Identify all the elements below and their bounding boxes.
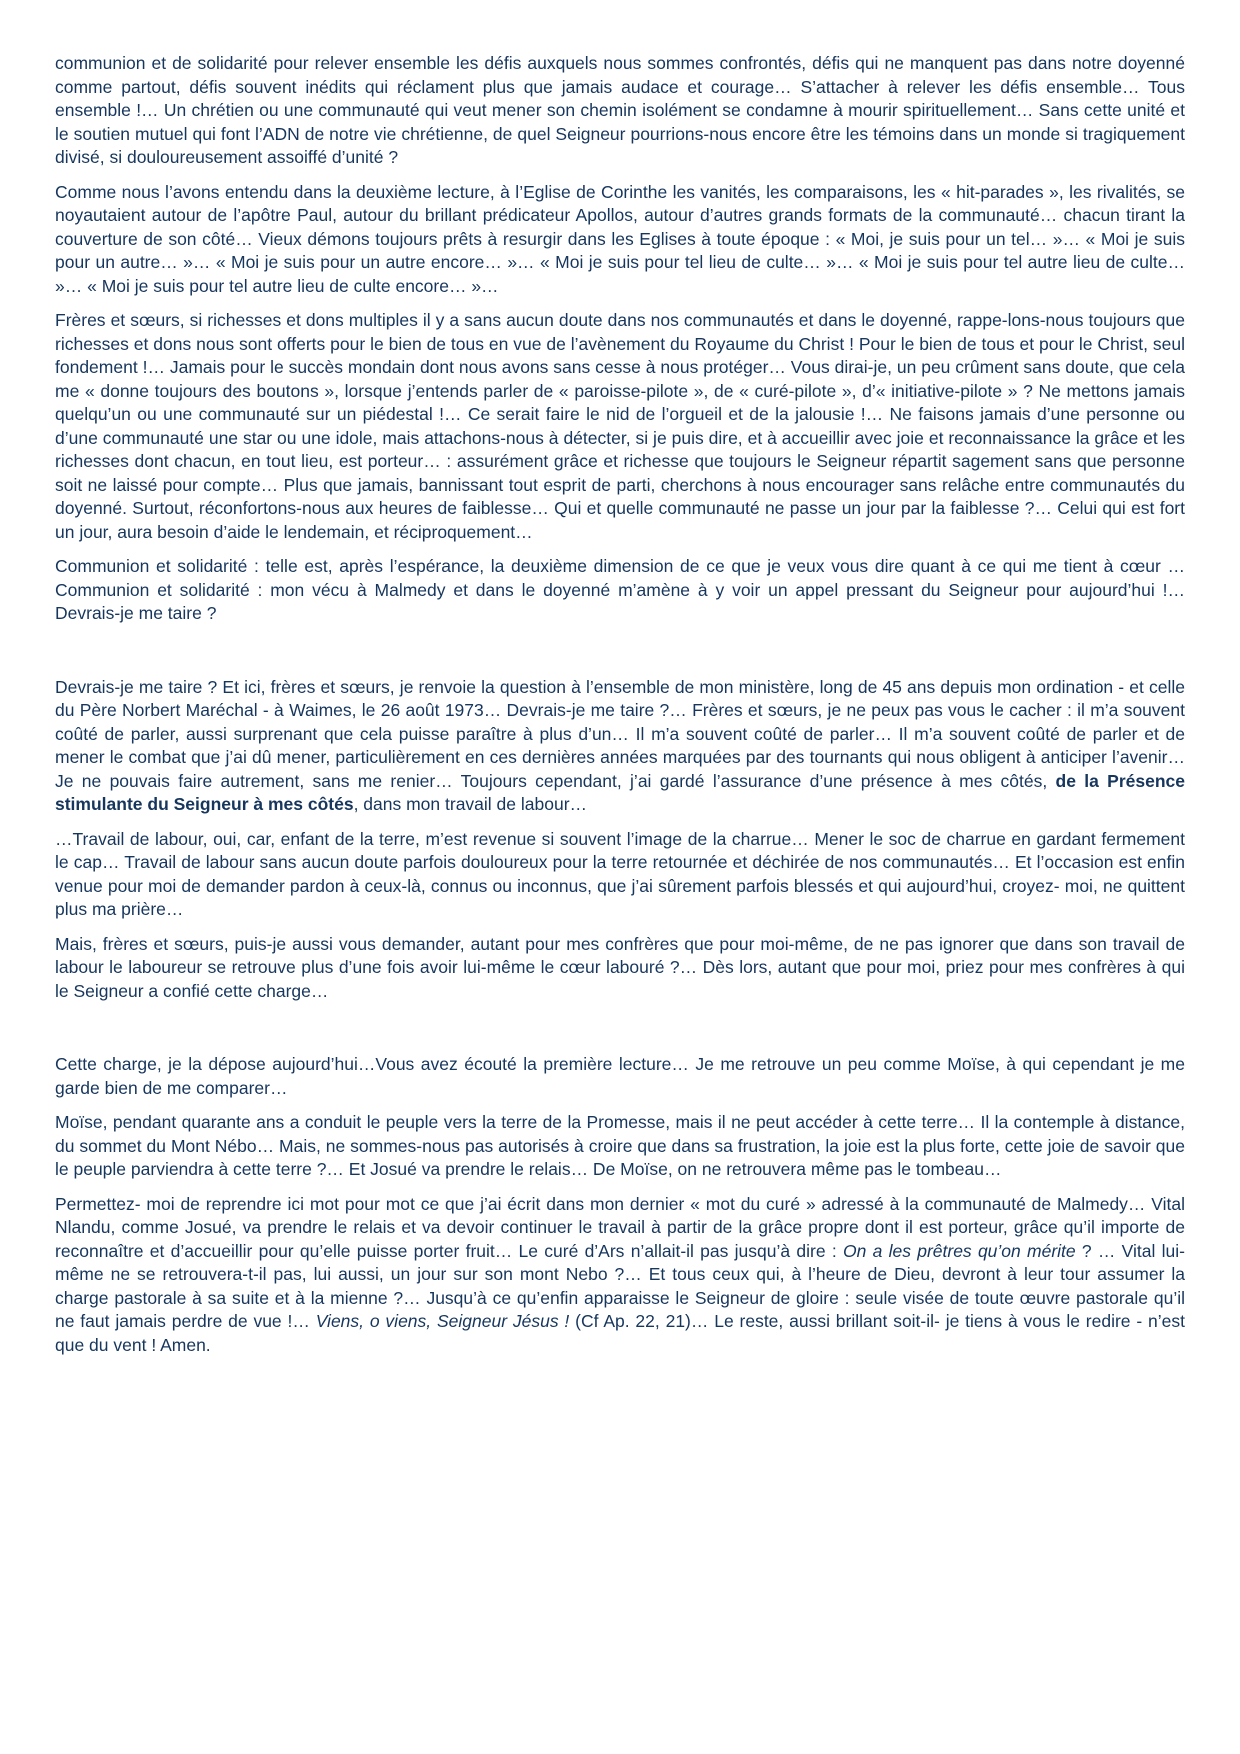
text-run: Mais, frères et sœurs, puis-je aussi vous demander, autant pour mes confrères que pour moi-même, de ne pas ignorer que dans son travail de labour le laboureur se retrouve plus d’une fois avoir lui-même le cœur labouré ?… Dès lors, autant que pour moi, priez pour mes confrères à qui le Seigneur a confié cette charge… bbox=[55, 933, 1185, 1001]
text-run: , dans mon travail de labour… bbox=[353, 794, 588, 814]
bold-text-run: de la Présence stimulante du Seigneur à mes côtés bbox=[55, 770, 1185, 814]
paragraph-8 bbox=[55, 1053, 1185, 1100]
text-run: Comme nous l’avons entendu dans la deuxième lecture, à l’Eglise de Corinthe les vanités, les comparaisons, les « hit-parades », les rivalités, se noyautaient autour de l’apôtre Paul, autour du brillant prédicateur Apollos, autour d’autres grands formats de la communauté… chacun tirant la couverture de son côté… Vieux démons toujours prêts à resurgir dans les Eglises à toute époque : « Moi, je suis pour un tel… »… « Moi je suis pour un autre… »… « Moi je suis pour un autre encore… »… « Moi je suis pour tel lieu de culte… »… « Moi je suis pour tel autre lieu de culte… »… « Moi je suis pour tel autre lieu de culte encore… »… bbox=[55, 181, 1185, 296]
text-run: …Travail de labour, oui, car, enfant de la terre, m’est revenue si souvent l’image de la charrue… Mener le soc de charrue en gardant fermement le cap… Travail de labour sans aucun doute parfois douloureux pour la terre retournée et déchirée de nos communautés… Et l’occasion est enfin venue pour moi de demander pardon à ceux-là, connus ou inconnus, que j’ai sûrement parfois blessés et qui aujourd’hui, croyez- moi, ne quittent plus ma prière… bbox=[55, 828, 1185, 919]
paragraph-4 bbox=[55, 555, 1185, 626]
paragraph-9 bbox=[55, 1111, 1185, 1182]
text-run: communion et de solidarité pour relever ensemble les défis auxquels nous sommes confrontés, défis qui ne manquent pas dans notre doyenné comme partout, défis souvent inédits qui réclament plus que jamais audace et courage… S’attacher à relever les défis ensemble… Tous ensemble !… Un chrétien ou une communauté qui veut mener son chemin isolément se condamne à mourir spirituellement… Sans cette unité et le soutien mutuel qui font l’ADN de notre vie chrétienne, de quel Seigneur pourrions-nous encore être les témoins dans un monde si tragiquement divisé, si douloureusement assoiffé d’unité ? bbox=[55, 53, 1185, 167]
paragraph-6 bbox=[55, 828, 1185, 922]
paragraph-10 bbox=[55, 1193, 1185, 1358]
text-run: Devrais-je me taire ? Et ici, frères et sœurs, je renvoie la question à l’ensemble de mon ministère, long de 45 ans depuis mon ordination - et celle du Père Norbert Maréchal - à Waimes, le 26 août 1973… Devrais-je me taire ?… Frères et sœurs, je ne peux pas vous le cacher : il m’a souvent coûté de parler, aussi surprenant que cela puisse paraître à plus d’un… Il m’a souvent coûté de parler… Il m’a souvent coûté de parler et de mener le combat que j’ai dû mener, particulièrement en ces dernières années marquées par des tournants qui nous obligent à anticiper l’avenir… Je ne pouvais faire autrement, sans me renier… Toujours cependant, j’ai gardé l’assurance d’une présence à mes côtés, bbox=[55, 676, 1185, 791]
text-run: Permettez- moi de reprendre ici mot pour mot ce que j’ai écrit dans mon dernier « mot du curé » adressé à la communauté de Malmedy… Vital Nlandu, comme Josué, va prendre le relais et va devoir continuer le travail à partir de la grâce propre dont il est porteur, grâce qu’il importe de reconnaître et d’accueillir pour qu’elle puisse porter fruit… Le curé d’Ars n’allait-il pas jusqu’à dire : bbox=[55, 1193, 1185, 1261]
text-run: Communion et solidarité : telle est, après l’espérance, la deuxième dimension de ce que je veux vous dire quant à ce qui me tient à cœur … Communion et solidarité : mon vécu à Malmedy et dans le doyenné m’amène à y voir un appel pressant du Seigneur pour aujourd’hui !… Devrais-je me taire ? bbox=[55, 556, 1185, 623]
text-run: Moïse, pendant quarante ans a conduit le peuple vers la terre de la Promesse, mais il ne peut accéder à cette terre… Il la contemple à distance, du sommet du Mont Nébo… Mais, ne sommes-nous pas autorisés à croire que dans sa frustration, la joie est la plus forte, cette joie de savoir que le peuple parviendra à cette terre ?… Et Josué va prendre le relais… De Moïse, on ne retrouvera même pas le tombeau… bbox=[55, 1112, 1185, 1179]
paragraph-5 bbox=[55, 676, 1185, 817]
text-run: (Cf Ap. 22, 21)… Le reste, aussi brillant soit-il- je tiens à vous le redire - n’est que du vent ! Amen. bbox=[55, 1311, 1185, 1355]
text-run: ? … Vital lui-même ne se retrouvera-t-il pas, lui aussi, un jour sur son mont Nebo ?… Et tous ceux qui, à l’heure de Dieu, devront à leur tour assumer la charge pastorale à sa suite et à la mienne ?… Jusqu’à ce qu’enfin apparaisse le Seigneur de gloire : seule visée de toute œuvre pastorale qu’il ne faut jamais perdre de vue !… bbox=[55, 1240, 1186, 1331]
document-body bbox=[55, 52, 1185, 1357]
italic-text-run: Viens, o viens, Seigneur Jésus ! bbox=[315, 1311, 570, 1331]
paragraph-1 bbox=[55, 52, 1185, 170]
paragraph-7 bbox=[55, 933, 1185, 1004]
italic-text-run: On a les prêtres qu’on mérite bbox=[842, 1240, 1076, 1261]
text-run: Frères et sœurs, si richesses et dons multiples il y a sans aucun doute dans nos communautés et dans le doyenné, rappe-lons-nous toujours que richesses et dons nous sont offerts pour le bien de tous en vue de l’avènement du Royaume du Christ ! Pour le bien de tous et pour le Christ, seul fondement !… Jamais pour le succès mondain dont nous avons sans cesse à nous protéger… Vous dirai-je, un peu crûment sans doute, que cela me « donne toujours des boutons », lorsque j’entends parler de « paroisse-pilote », de « curé-pilote », d’« initiative-pilote » ? Ne mettons jamais quelqu’un ou une communauté sur un piédestal !… Ce serait faire le nid de l’orgueil et de la jalousie !… Ne faisons jamais d’une personne ou d’une communauté une star ou une idole, mais attachons-nous à détecter, si je puis dire, et à accueillir avec joie et reconnaissance la grâce et les richesses dont chacun, en tout lieu, est porteur… : assurément grâce et richesse que toujours le Seigneur répartit sagement sans que personne soit ne laissé pour compte… Plus que jamais, bannissant tout esprit de parti, cherchons à nous encourager sans relâche entre communautés du doyenné. Surtout, réconfortons-nous aux heures de faiblesse… Qui et quelle communauté ne passe un jour par la faiblesse ?… Celui qui est fort un jour, aura besoin d’aide le lendemain, et réciproquement… bbox=[55, 310, 1185, 542]
paragraph-3 bbox=[55, 309, 1185, 544]
text-run: Cette charge, je la dépose aujourd’hui…Vous avez écouté la première lecture… Je me retrouve un peu comme Moïse, à qui cependant je me garde bien de me comparer… bbox=[55, 1054, 1185, 1098]
paragraph-2 bbox=[55, 181, 1185, 299]
